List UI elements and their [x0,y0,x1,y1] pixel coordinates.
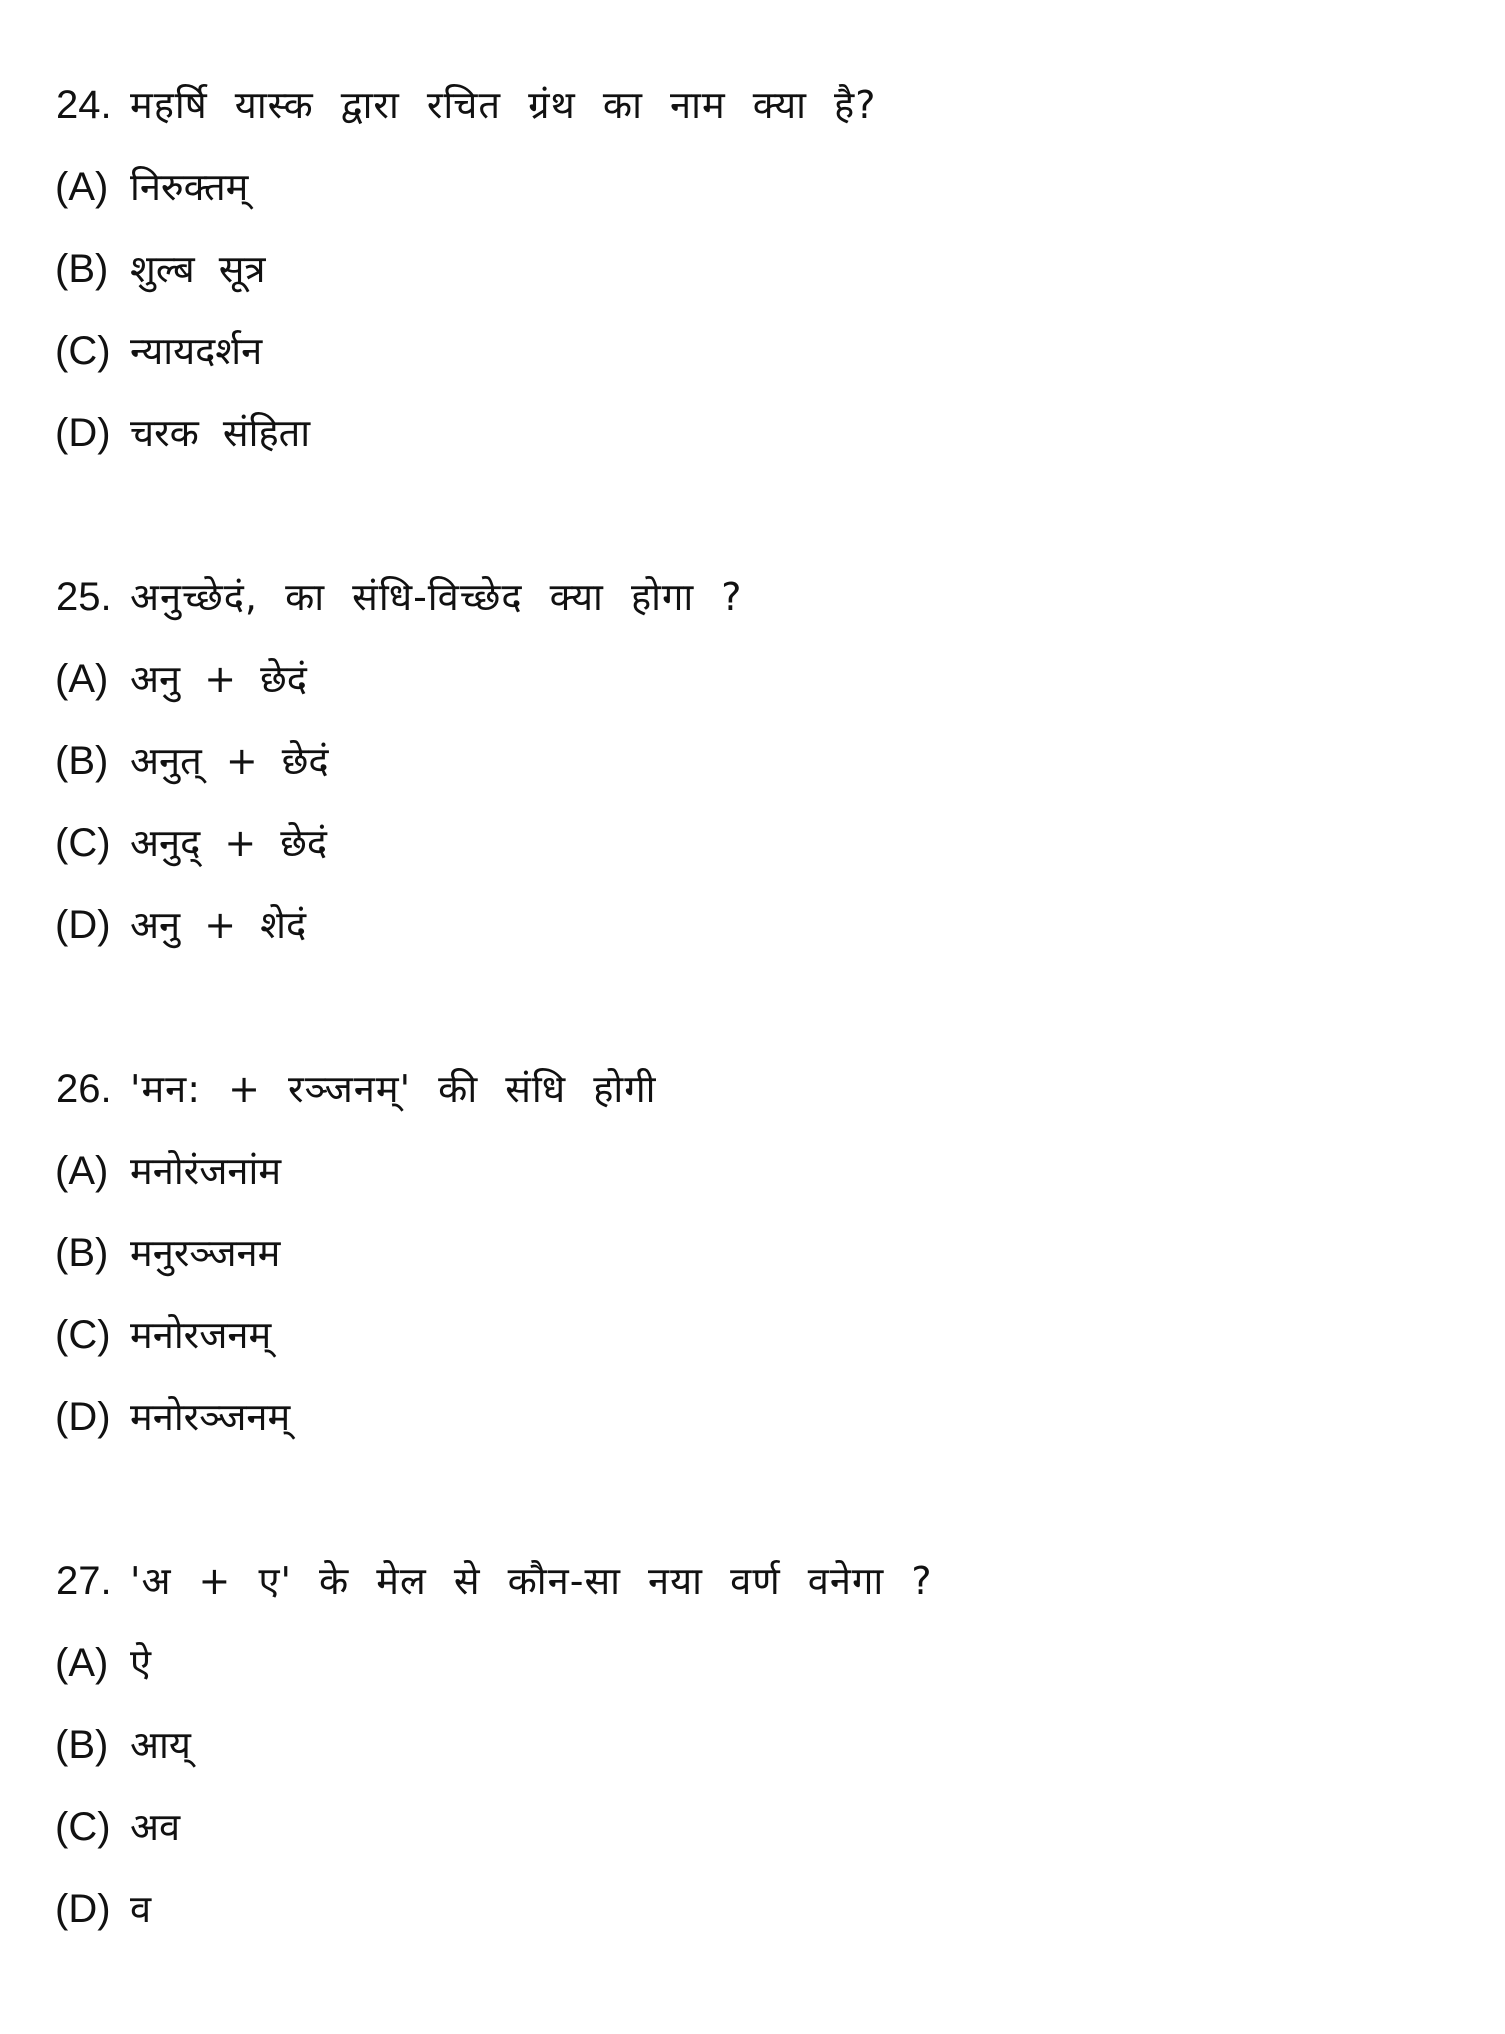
option-b [0,228,1505,310]
question-24 [0,64,1505,474]
option-label: (B) [55,247,109,291]
option-text: मनोरंजनांम [130,1149,282,1193]
option-label: (C) [55,1805,111,1849]
option-text: निरुक्तम् [130,165,249,209]
option-text: व [130,1887,152,1931]
option-text: अव [130,1805,181,1849]
option-label: (B) [55,1231,109,1275]
question-stem [0,556,1505,638]
option-c [0,1294,1505,1376]
question-text: अनुच्छेदं, का संधि-विच्छेद क्या होगा ? [130,575,743,619]
option-label: (D) [55,1887,111,1931]
option-label: (A) [55,165,109,209]
option-text: मनोरजनम् [130,1313,272,1357]
option-a [0,146,1505,228]
option-label: (C) [55,1313,111,1357]
option-b [0,1212,1505,1294]
option-text: ऐ [130,1641,152,1685]
question-stem [0,64,1505,146]
option-d [0,1868,1505,1950]
option-label: (A) [55,1149,109,1193]
option-label: (B) [55,1723,109,1767]
question-page [0,64,1505,1950]
option-text: अनु + छेदं [130,657,307,701]
option-d [0,884,1505,966]
option-label: (C) [55,821,111,865]
question-26 [0,1048,1505,1458]
option-text: आय् [130,1723,191,1767]
option-label: (A) [55,1641,109,1685]
option-c [0,310,1505,392]
question-text: 'अ + ए' के मेल से कौन-सा नया वर्ण वनेगा ? [130,1559,933,1603]
question-text: महर्षि यास्क द्वारा रचित ग्रंथ का नाम क्या है? [130,83,877,127]
option-label: (B) [55,739,109,783]
question-stem [0,1048,1505,1130]
option-text: अनुद् + छेदं [130,821,328,865]
option-label: (D) [55,1395,111,1439]
option-label: (D) [55,903,111,947]
option-d [0,392,1505,474]
question-number: 27. [56,1559,112,1603]
option-a [0,1130,1505,1212]
option-text: न्यायदर्शन [130,329,263,373]
option-label: (A) [55,657,109,701]
option-b [0,1704,1505,1786]
option-c [0,1786,1505,1868]
option-text: चरक संहिता [130,411,311,455]
question-number: 26. [56,1067,112,1111]
question-number: 24. [56,83,112,127]
option-text: मनोरञ्जनम् [130,1395,291,1439]
question-25 [0,556,1505,966]
question-number: 25. [56,575,112,619]
option-text: शुल्ब सूत्र [130,247,266,291]
option-b [0,720,1505,802]
option-text: मनुरञ्जनम [130,1231,281,1275]
question-text: 'मन: + रञ्जनम्' की संधि होगी [130,1067,657,1111]
option-text: अनुत् + छेदं [130,739,329,783]
option-a [0,638,1505,720]
option-label: (D) [55,411,111,455]
question-27 [0,1540,1505,1950]
option-text: अनु + शेदं [130,903,307,947]
question-stem [0,1540,1505,1622]
option-a [0,1622,1505,1704]
option-label: (C) [55,329,111,373]
option-c [0,802,1505,884]
option-d [0,1376,1505,1458]
